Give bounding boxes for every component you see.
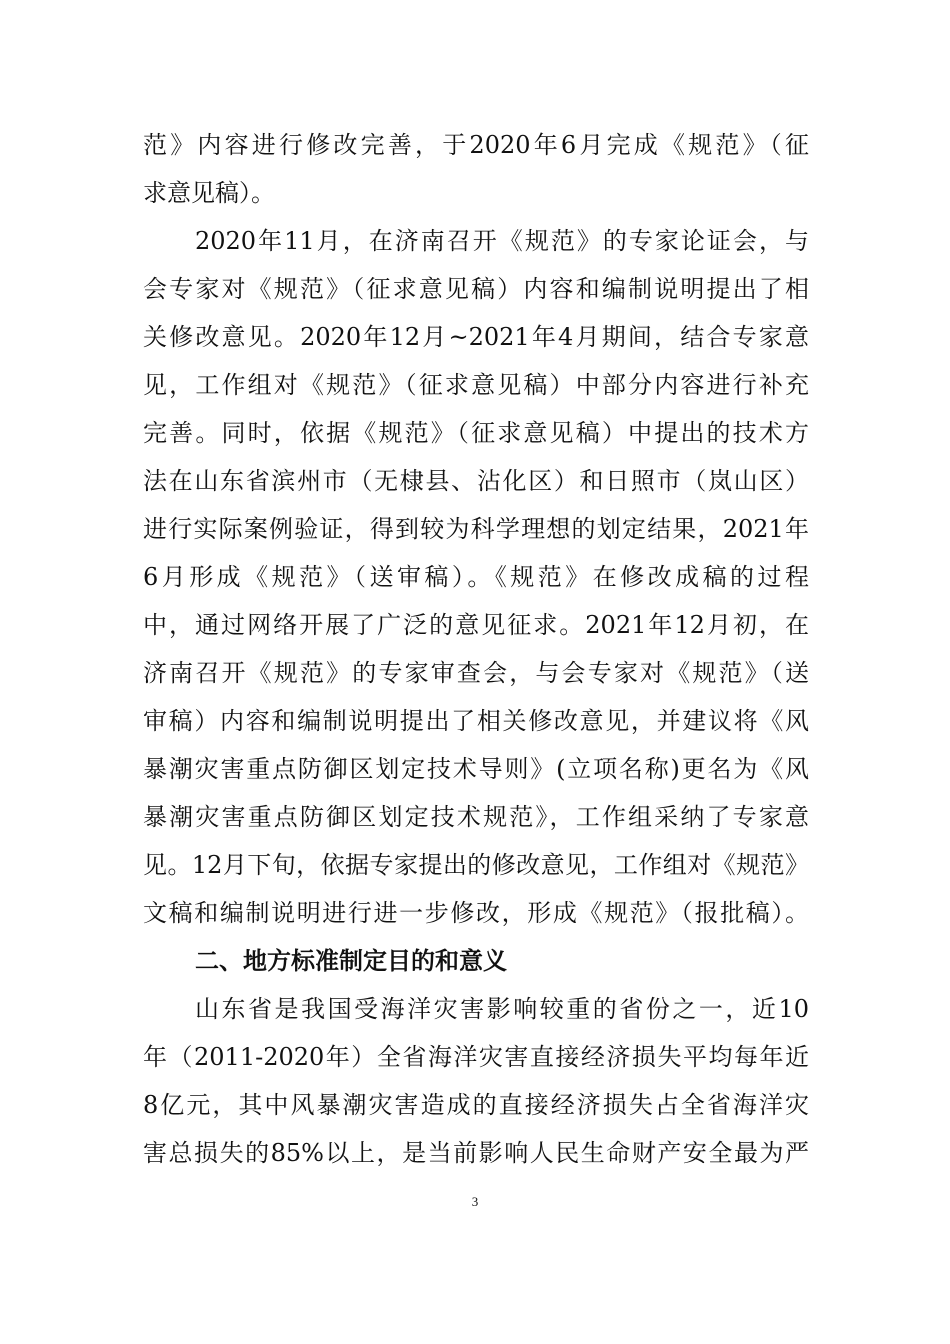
text-line: 范》内容进行修改完善，于2020年6月完成《规范》（征 — [143, 131, 809, 159]
text-line: 中，通过网络开展了广泛的意见征求。2021年12月初，在 — [143, 611, 809, 639]
text-line: 审稿）内容和编制说明提出了相关修改意见，并建议将《风 — [143, 707, 809, 735]
text-line: 见。12月下旬，依据专家提出的修改意见，工作组对《规范》 — [143, 851, 809, 879]
text-line: 进行实际案例验证，得到较为科学理想的划定结果，2021年 — [143, 515, 809, 543]
text-line: 8亿元，其中风暴潮灾害造成的直接经济损失占全省海洋灾 — [143, 1091, 809, 1119]
text-line: 2020年11月，在济南召开《规范》的专家论证会，与 — [195, 227, 809, 255]
page-number: 3 — [471, 1194, 479, 1209]
text-line: 6月形成《规范》（送审稿）。《规范》在修改成稿的过程 — [143, 563, 809, 591]
text-line: 法在山东省滨州市（无棣县、沾化区）和日照市（岚山区） — [143, 467, 809, 495]
text-line: 求意见稿）。 — [143, 179, 275, 207]
text-line: 济南召开《规范》的专家审查会，与会专家对《规范》（送 — [143, 659, 809, 687]
section-heading: 二、地方标准制定目的和意义 — [195, 947, 507, 975]
text-line: 暴潮灾害重点防御区划定技术规范》，工作组采纳了专家意 — [143, 803, 809, 831]
text-line: 文稿和编制说明进行进一步修改，形成《规范》（报批稿）。 — [143, 899, 809, 927]
document-body — [143, 121, 809, 1177]
text-line: 关修改意见。2020年12月~2021年4月期间，结合专家意 — [143, 323, 809, 351]
text-line: 年（2011-2020年）全省海洋灾害直接经济损失平均每年近 — [143, 1043, 809, 1071]
text-line: 见，工作组对《规范》（征求意见稿）中部分内容进行补充 — [143, 371, 809, 399]
text-line: 害总损失的85%以上，是当前影响人民生命财产安全最为严 — [143, 1139, 809, 1167]
text-line: 会专家对《规范》（征求意见稿）内容和编制说明提出了相 — [143, 275, 809, 303]
text-line: 完善。同时，依据《规范》（征求意见稿）中提出的技术方 — [143, 419, 809, 447]
text-line: 山东省是我国受海洋灾害影响较重的省份之一，近10 — [195, 995, 809, 1023]
text-line: 暴潮灾害重点防御区划定技术导则》(立项名称)更名为《风 — [143, 755, 809, 783]
